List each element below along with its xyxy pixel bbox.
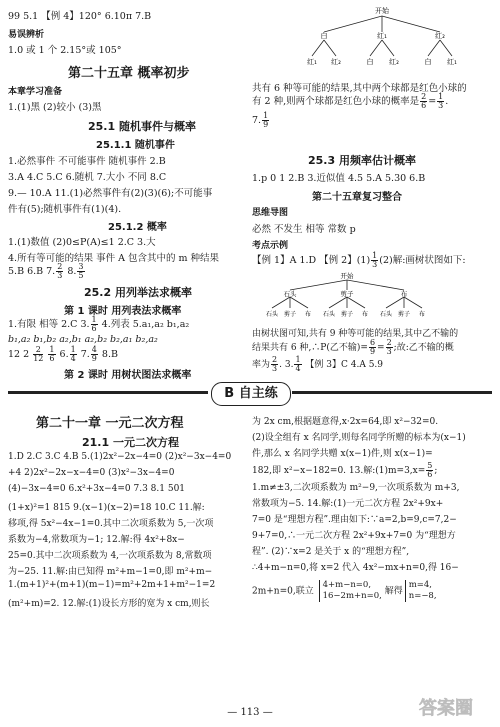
tree-leaf-label: 红₁ bbox=[307, 58, 317, 66]
section-heading: 思维导图 bbox=[252, 208, 289, 218]
answer-line: 件,那么 x 名同学共赠 x(x−1)件,则 x(x−1)= bbox=[252, 449, 433, 459]
banner-rule-right bbox=[292, 391, 492, 394]
chapter-title: 第二十一章 一元二次方程 bbox=[36, 416, 184, 431]
subsection-title: 第 2 课时 用树状图法求概率 bbox=[64, 370, 192, 381]
answer-line: 1.(1)黑 (2)较小 (3)黑 bbox=[8, 102, 102, 113]
fraction: $\frac{2}{12}$ bbox=[33, 345, 44, 363]
answer-line: 9+7=0,∴一元二次方程 2x²+9x+7=0 为“理想方 bbox=[252, 531, 456, 541]
fraction: $\frac{4}{9}$ bbox=[91, 345, 97, 363]
tree-root-label: 开始 bbox=[375, 7, 389, 15]
tree-root-label: 开始 bbox=[340, 272, 354, 280]
answer-line: (2)设全组有 x 名同学,则每名同学所赠的标本为(x−1) bbox=[252, 433, 466, 443]
section-title: 第二十五章复习整合 bbox=[312, 192, 402, 203]
fraction: $\frac{2}{3}$ bbox=[57, 262, 63, 280]
answer-line: 7=0 是“理想方程”.理由如下:∵a=2,b=9,c=7,2− bbox=[252, 515, 457, 525]
fraction: $\frac{1}{6}$ bbox=[91, 315, 97, 333]
answer-line: (m²+m)=2. 12.解:(1)设长方形的宽为 x cm,则长 bbox=[8, 599, 210, 609]
answer-line: 为−25. 11.解:由已知得 m²+m−1=0,即 m²+m− bbox=[8, 567, 213, 577]
fraction: $\frac{5}{6}$ bbox=[427, 461, 433, 479]
answer-line: 182,即 x²−x−182=0. 13.解:(1)m=3,x= $\frac{5}{6}$ ; bbox=[252, 461, 438, 479]
left-column-bottom bbox=[8, 300, 243, 382]
section-heading: 本章学习准备 bbox=[8, 87, 63, 97]
svg-text:答案圈: 答案圈 bbox=[419, 698, 473, 719]
tree-leaf-label: 白 bbox=[424, 58, 432, 66]
subsection-title: 第 1 课时 用列表法求概率 bbox=[64, 306, 182, 317]
answer-line: 1.(1)数值 (2)0≤P(A)≤1 2.C 3.大 bbox=[8, 237, 156, 248]
answer-line: 共有 6 种等可能的结果,其中两个球都是红色小球的 bbox=[252, 83, 467, 94]
tree-node-label: 布 bbox=[400, 290, 408, 298]
chapter-title: 第二十五章 概率初步 bbox=[68, 66, 190, 81]
answer-line: 5.B 6.B 7. $\frac{2}{3}$ 8. $\frac{3}{5}$ bbox=[8, 262, 84, 280]
right-column-lower bbox=[252, 410, 492, 700]
fraction: $\frac{2}{3}$ bbox=[272, 355, 278, 373]
tree-leaf-label: 石头 bbox=[379, 311, 393, 318]
tree-node-label: 红₁ bbox=[377, 32, 387, 40]
subsection-title: 25.1.1 随机事件 bbox=[96, 140, 175, 151]
answer-line: 1.有限 相等 2.C 3. $\frac{1}{6}$ 4.列表 5.a₁,a₂ b₁,a₂ bbox=[8, 315, 190, 333]
section-title: 25.2 用列举法求概率 bbox=[84, 286, 192, 299]
answer-line: 1.(m+1)²+(m+1)(m−1)=m²+2m+1+m²−1=2 bbox=[8, 580, 216, 590]
fraction: $\frac{1}{4}$ bbox=[295, 355, 301, 373]
section-banner bbox=[0, 382, 500, 404]
answer-line: 1.m≠±3,二次项系数为 m²−9,一次项系数为 m+3, bbox=[252, 483, 460, 493]
answer-line: (1+x)²=1 815 9.(x−1)(x−2)=18 10.C 11.解: bbox=[8, 503, 205, 513]
tree-leaf-label: 白 bbox=[366, 58, 374, 66]
subsection-title: 25.1.2 概率 bbox=[108, 222, 167, 233]
section-title: 25.3 用频率估计概率 bbox=[308, 154, 416, 167]
answer-line: 件有(5);随机事件有(1)(4). bbox=[8, 204, 122, 215]
answer-line: 必然 不发生 相等 常数 p bbox=[252, 224, 356, 235]
fraction: $\frac{6}{9}$ bbox=[369, 338, 376, 356]
banner-rule-left bbox=[8, 391, 208, 394]
answer-line: 7. $\frac{1}{9}$ bbox=[252, 111, 269, 129]
answer-line: 系数为−4,常数项为−1; 12.解:得 4x²+8x− bbox=[8, 535, 185, 545]
section-title: 21.1 一元二次方程 bbox=[82, 436, 179, 449]
fraction: $\frac{2}{6}$ bbox=[421, 92, 427, 110]
answer-line: 由树状图可知,共有 9 种等可能的结果,其中乙不输的 bbox=[252, 329, 459, 339]
answer-line: 3.A 4.C 5.C 6.随机 7.大小 不同 8.C bbox=[8, 172, 167, 183]
section-heading: 考点示例 bbox=[252, 241, 289, 251]
fraction: $\frac{1}{9}$ bbox=[263, 111, 269, 129]
answer-line: 【例 1】A 1.D 【例 2】(1) $\frac{1}{3}$ (2)解:画树状图如下: bbox=[252, 251, 466, 269]
tree-leaf-label: 红₂ bbox=[331, 58, 341, 66]
right-column-mid bbox=[252, 0, 492, 380]
tree-leaf-label: 剪子 bbox=[397, 311, 411, 318]
answer-line: 移项,得 5x²−4x−1=0.其中二次项系数为 5,一次项 bbox=[8, 519, 214, 529]
answer-line: 1.D 2.C 3.C 4.B 5.(1)2x²−2x−4=0 (2)x²−3x−4=0 bbox=[8, 452, 232, 462]
answer-line: 为 2x cm,根据题意得,x·2x=64,即 x²−32=0. bbox=[252, 417, 439, 427]
fraction: $\frac{1}{3}$ bbox=[438, 92, 444, 110]
fraction: $\frac{2}{3}$ bbox=[386, 338, 392, 356]
answer-line: 程”. (2)∵x=2 是关于 x 的“理想方程”, bbox=[252, 547, 410, 557]
answer-line: 9.— 10.A 11.(1)必然事件有(2)(3)(6);不可能事 bbox=[8, 188, 213, 199]
answer-line: 1.必然事件 不可能事件 随机事件 2.B bbox=[8, 156, 166, 167]
answer-line: 常数项为−5. 14.解:(1)一元二次方程 2x²+9x+ bbox=[252, 499, 444, 509]
answer-line: ∴4+m−n=0,将 x=2 代入 4x²−mx+n=0,得 16− bbox=[252, 563, 459, 573]
answer-line: 99 5.1 【例 4】120° 6.10π 7.B bbox=[8, 11, 152, 22]
answer-line: +4 2)2x²−2x−x−4=0 (3)x²−3x−4=0 bbox=[8, 468, 175, 478]
answer-line: 率为 $\frac{2}{3}$ . 3. $\frac{1}{4}$ 【例 3】C 4.A 5.9 bbox=[252, 355, 384, 373]
tree-node-label: 石头 bbox=[283, 290, 297, 298]
watermark-logo bbox=[415, 692, 495, 722]
answer-line: (4)−3x−4=0 6.x²+3x−4=0 7.3 8.1 501 bbox=[8, 484, 186, 494]
left-column-lower bbox=[8, 410, 246, 700]
page-number: — 113 — bbox=[227, 707, 273, 718]
tree-leaf-label: 布 bbox=[418, 311, 426, 318]
fraction: $\frac{1}{3}$ bbox=[372, 251, 378, 269]
answer-line: 4.所有等可能的结果 事件 A 包含其中的 m 种结果 bbox=[8, 253, 220, 264]
answer-line: 25=0.其中二次项系数为 4,一次项系数为 8,常数项 bbox=[8, 551, 212, 561]
answer-line: 1.p 0 1 2.B 3.近似值 4.5 5.A 5.30 6.B bbox=[252, 173, 426, 184]
tree-leaf-label: 红₁ bbox=[447, 58, 457, 66]
answer-line: b₁,a₂ b₁,b₂ a₂,b₁ a₂,b₂ b₂,a₁ b₂,a₂ bbox=[8, 334, 158, 345]
answer-line: 1.0 或 1 个 2.15°或 105° bbox=[8, 45, 122, 56]
tree-leaf-label: 红₂ bbox=[389, 58, 399, 66]
section-title: 25.1 随机事件与概率 bbox=[88, 120, 196, 133]
tree-node-label: 白 bbox=[320, 32, 328, 40]
fraction: $\frac{3}{5}$ bbox=[78, 262, 84, 280]
tree-leaf-label: 布 bbox=[304, 311, 312, 318]
fraction: $\frac{1}{4}$ bbox=[70, 345, 76, 363]
tree-leaf-label: 剪子 bbox=[283, 311, 297, 318]
tree-leaf-label: 石头 bbox=[322, 311, 336, 318]
answer-line: 有 2 种,则两个球都是红色小球的概率是 $\frac{2}{6}$ = $\frac{1}{3}$ . bbox=[252, 92, 449, 110]
fraction: $\frac{1}{6}$ bbox=[49, 345, 55, 363]
banner-label: B 自主练 bbox=[211, 382, 291, 406]
tree-node-label: 剪子 bbox=[340, 290, 354, 298]
section-heading: 易误辨析 bbox=[8, 30, 45, 40]
tree-node-label: 红₂ bbox=[435, 32, 445, 40]
tree-leaf-label: 剪子 bbox=[340, 311, 354, 318]
answer-line: 2m+n=0,联立 4+m−n=0, 16−2m+n=0, 解得m=4, n=−8, bbox=[252, 580, 437, 601]
tree-leaf-label: 布 bbox=[361, 311, 369, 318]
answer-line: 12 2 $\frac{2}{12}$ $\frac{1}{6}$ 6. $\frac{1}{4}$ 7. $\frac{4}{9}$ 8.B bbox=[8, 345, 118, 363]
tree-leaf-label: 石头 bbox=[265, 311, 279, 318]
answer-line: 结果共有 6 种,∴P(乙不输)= $\frac{6}{9}$ = $\frac{2}{3}$ ;故:乙不输的概 bbox=[252, 338, 454, 356]
